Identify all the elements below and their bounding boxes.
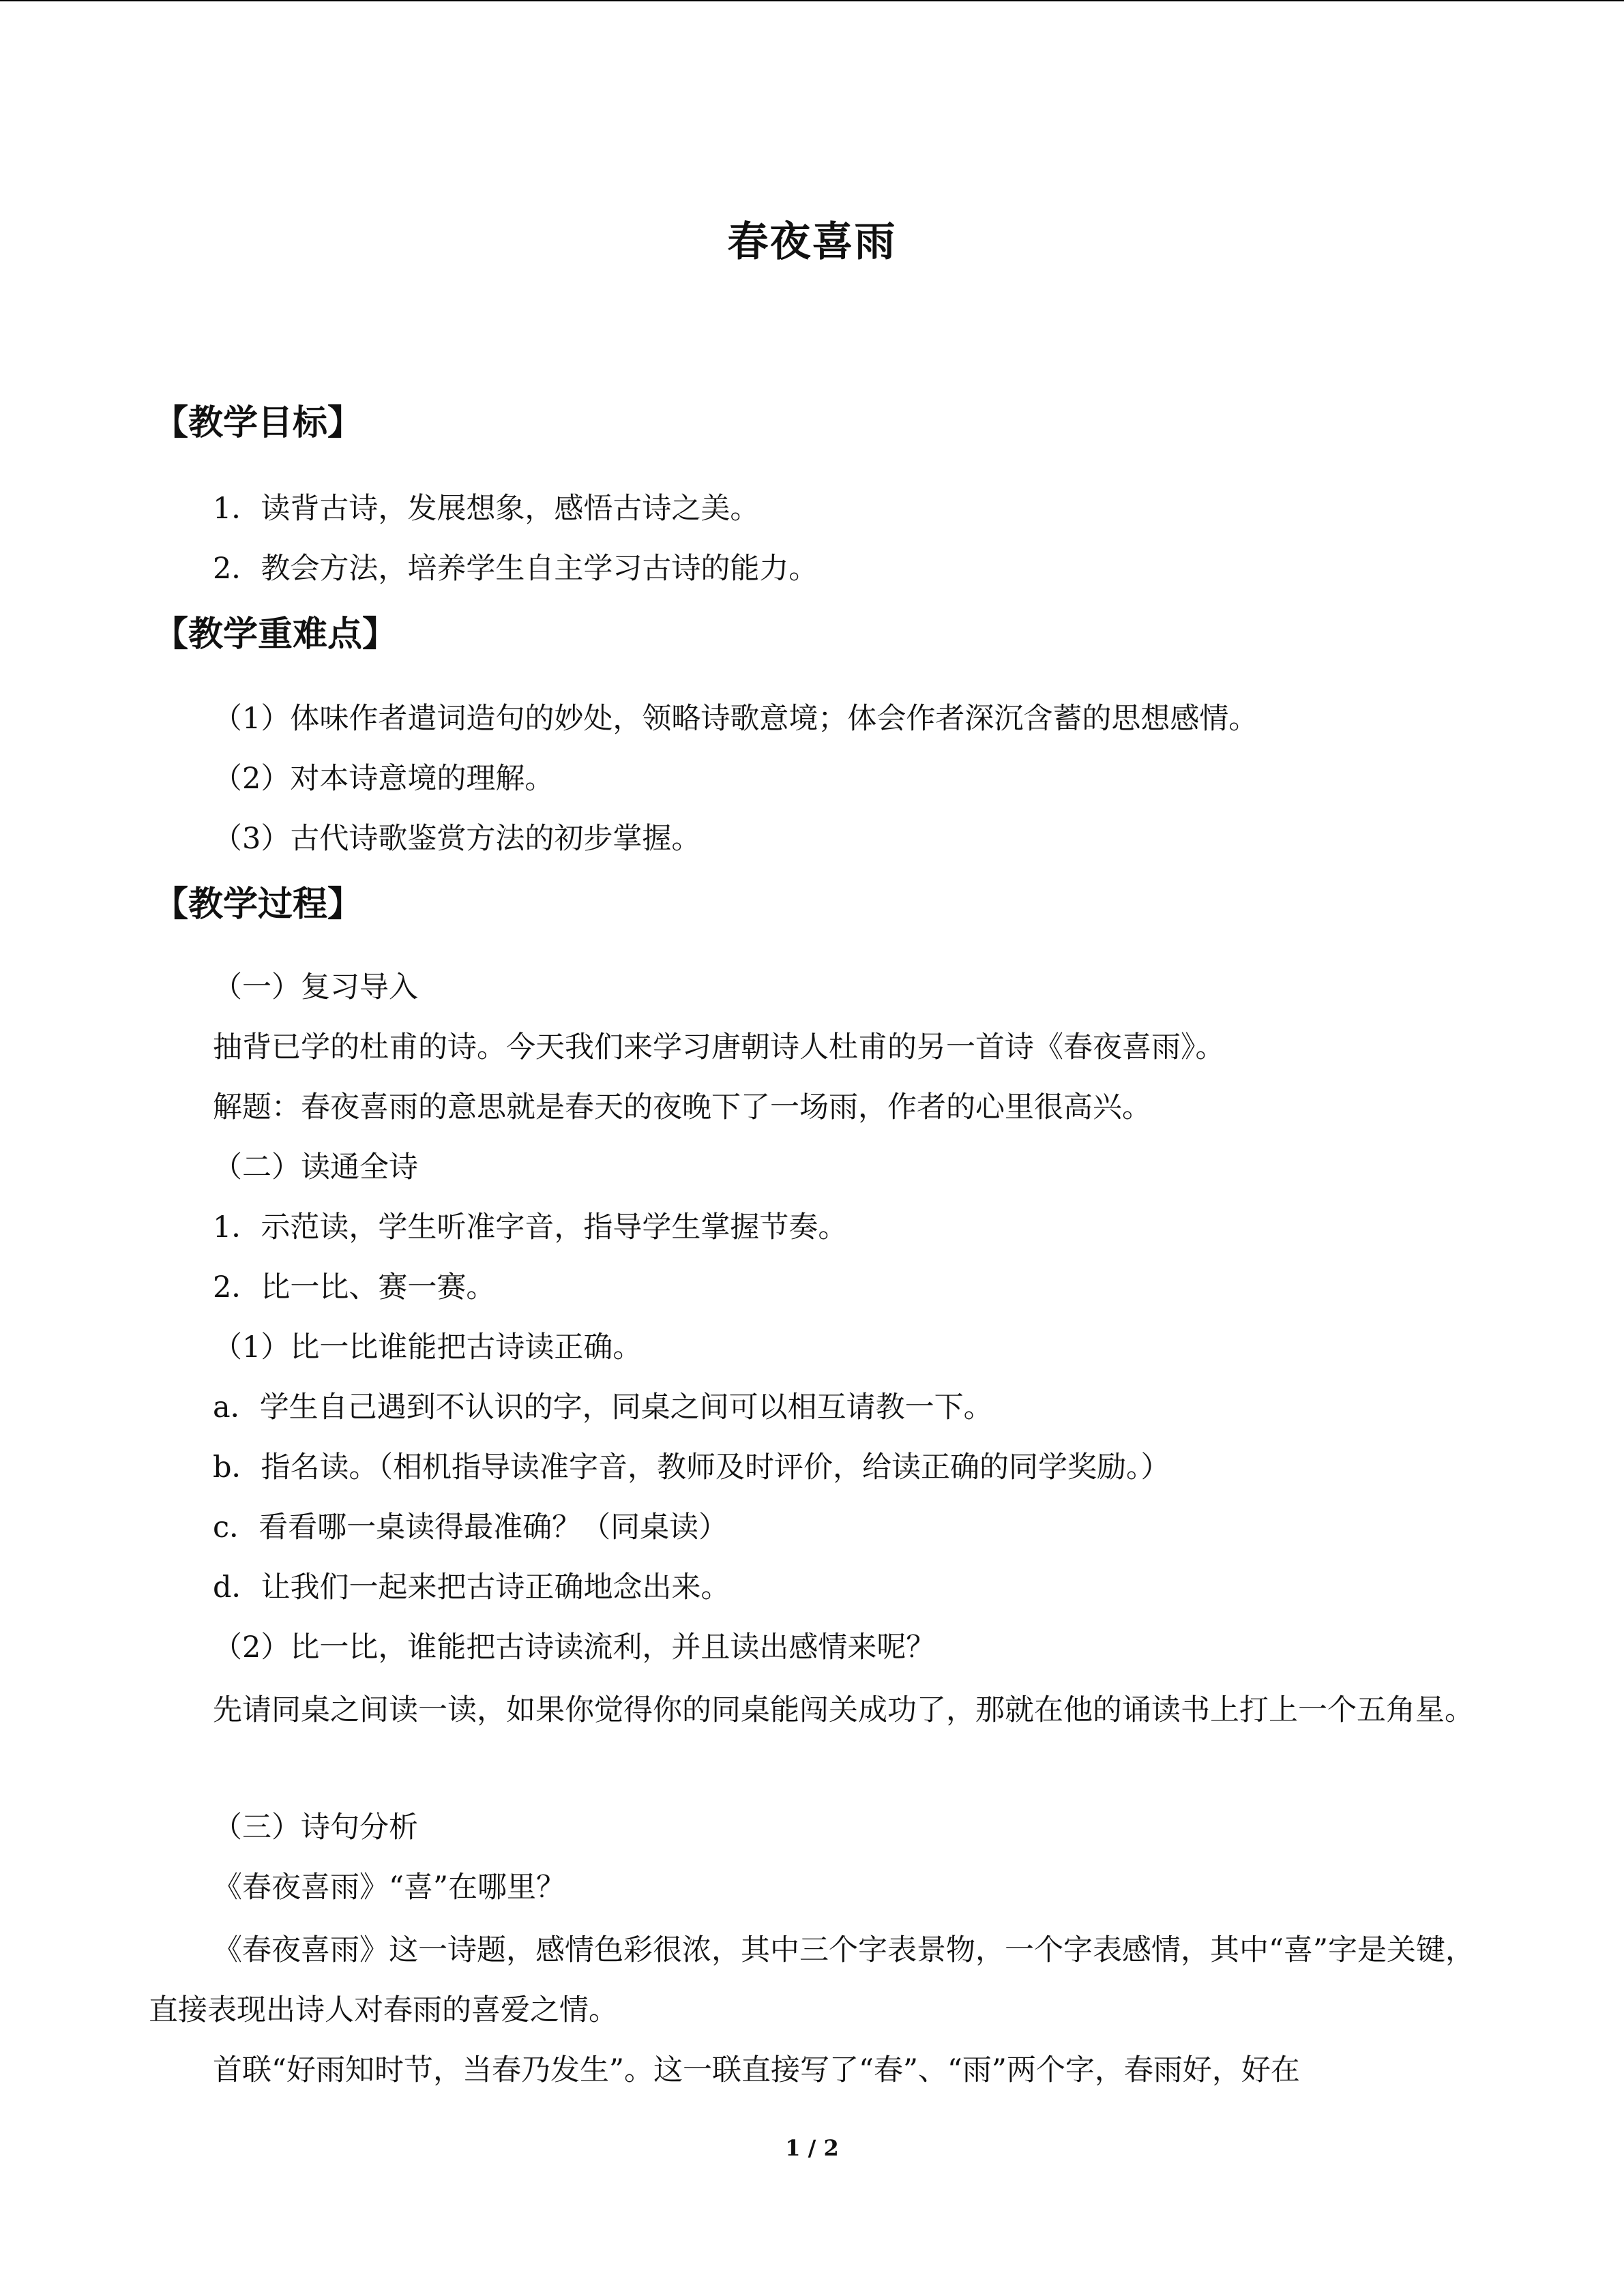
process-line: 《春夜喜雨》“喜”在哪里？ — [213, 1870, 565, 1905]
section-heading-key-points: 【教学重难点】 — [153, 614, 398, 655]
section-heading-process: 【教学过程】 — [153, 884, 363, 925]
process-line: （2）比一比，谁能把古诗读流利，并且读出感情来呢？ — [213, 1630, 936, 1665]
objective-item: 1．读背古诗，发展想象，感悟古诗之美。 — [213, 492, 760, 526]
process-line: （一）复习导入 — [213, 970, 418, 1004]
process-line: b．指名读。（相机指导读准字音，教师及时评价，给读正确的同学奖励。） — [213, 1450, 1170, 1485]
process-line: （三）诗句分析 — [213, 1810, 418, 1845]
process-paragraph: 首联“好雨知时节，当春乃发生”。这一联直接写了“春”、“雨”两个字，春雨好，好在 — [213, 2053, 1300, 2087]
page-number: 1 / 2 — [785, 2135, 839, 2161]
process-line: （二）读通全诗 — [213, 1150, 418, 1184]
process-line: a．学生自己遇到不认识的字，同桌之间可以相互请教一下。 — [213, 1390, 993, 1425]
top-border-line — [0, 0, 1624, 1]
document-title: 春夜喜雨 — [727, 218, 897, 266]
process-line: c．看看哪一桌读得最准确？（同桌读） — [213, 1510, 728, 1545]
objective-item: 2．教会方法，培养学生自主学习古诗的能力。 — [213, 552, 818, 586]
process-line: d．让我们一起来把古诗正确地念出来。 — [213, 1570, 730, 1605]
process-line: 解题：春夜喜雨的意思就是春天的夜晚下了一场雨，作者的心里很高兴。 — [213, 1090, 1151, 1124]
section-heading-objectives: 【教学目标】 — [153, 402, 363, 443]
process-paragraph: 《春夜喜雨》这一诗题，感情色彩很浓，其中三个字表景物，一个字表感情，其中“喜”字是关键，直接表现出诗人对春雨的喜爱之情。 — [149, 1933, 1475, 2027]
process-line: 1．示范读，学生听准字音，指导学生掌握节奏。 — [213, 1210, 848, 1244]
process-line: 抽背已学的杜甫的诗。今天我们来学习唐朝诗人杜甫的另一首诗《春夜喜雨》。 — [213, 1030, 1225, 1064]
process-line: （1）比一比谁能把古诗读正确。 — [213, 1330, 643, 1365]
process-line: 2．比一比、赛一赛。 — [213, 1270, 496, 1304]
process-paragraph: 先请同桌之间读一读，如果你觉得你的同桌能闯关成功了，那就在他的诵读书上打上一个五角星。 — [213, 1693, 1474, 1727]
key-point-item: （1）体味作者遣词造句的妙处，领略诗歌意境；体会作者深沉含蓄的思想感情。 — [213, 702, 1258, 736]
key-point-item: （3）古代诗歌鉴赏方法的初步掌握。 — [213, 822, 701, 856]
key-point-item: （2）对本诗意境的理解。 — [213, 762, 555, 796]
